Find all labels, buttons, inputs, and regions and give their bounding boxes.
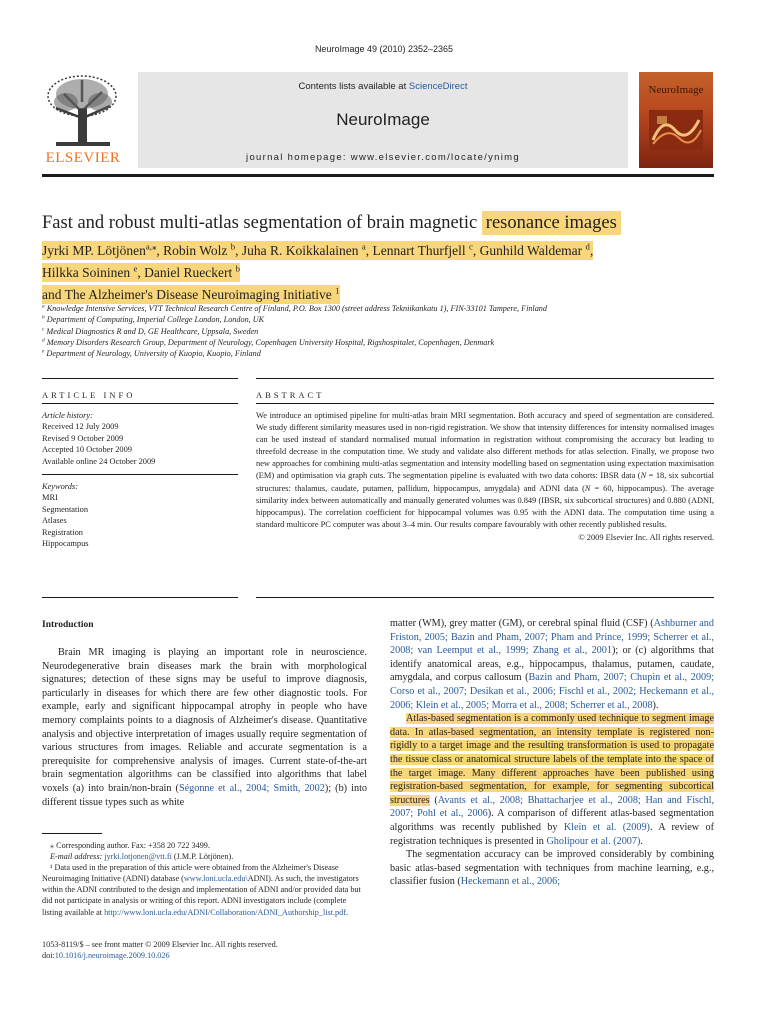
journal-reference: NeuroImage 49 (2010) 2352–2365	[314, 44, 454, 54]
paragraph-highlighted: Atlas-based segmentation is a commonly used technique to segment image data. In atlas-based segmentation, an intensity template is registered non-rigidly to a target image and the resulting transformation is used to propagate the tissue class or anatomical structure labels of the template into the space of the target image. Many different approaches have been published using registration-based segmentation, for example, for segmenting subcortical structures (Avants et al., 2008; Bhattacharjee et al., 2008; Han and Fischl, 2007; Pohl et al., 2006). A comparison of different atlas-based segmentation algorithms was recently published by Klein et al. (2009). A review of registration techniques is presented in Gholipour et al. (2007).	[390, 713, 715, 847]
footnote-email: E-mail address: jyrki.lotjonen@vtt.fi (J.M.P. Lötjönen).	[50, 852, 234, 862]
body-column-left	[42, 646, 367, 809]
title-text: Fast and robust multi-atlas segmentation of brain magnetic	[42, 213, 482, 233]
header-rule	[42, 174, 714, 177]
abstract-heading: ABSTRACT	[256, 390, 325, 400]
author[interactable]: Hilkka Soininen $^e$, Daniel Rueckert $^b$	[42, 263, 240, 280]
citation-link[interactable]: Avants et al., 2008; Bhattacharjee et al., 2008; Han and Fischl, 2007; Pohl et al., 2006	[390, 794, 714, 820]
body-rule-right	[256, 597, 714, 598]
journal-name: NeuroImage	[336, 110, 430, 129]
adni-link[interactable]: www.loni.ucla.edu\	[183, 874, 248, 884]
history-label: Article history:	[42, 411, 93, 420]
cover-title: NeuroImage	[648, 84, 704, 96]
citation-link[interactable]: Gholipour et al. (2007)	[546, 835, 641, 847]
footnote-rule	[42, 833, 102, 834]
journal-homepage[interactable]: journal homepage: www.elsevier.com/locate/ynimg	[246, 152, 520, 163]
footnotes	[42, 840, 367, 918]
paragraph: matter (WM), grey matter (GM), or cerebral spinal fluid (CSF) (Ashburner and Friston, 2005; Bazin and Pham, 2007; Pham and Prince, 1999; Scherrer et al., 2008; van Leemput et al., 1999; Zhang et al., 2001); or (c) algorithms that identify anatomical areas, e.g., hippocampus, thalamus, putamen, caudate, amygdala, and corpus callosum (Bazin and Pham, 2007; Chupin et al., 2009; Corso et al., 2007; Desikan et al., 2006; Fischl et al., 2002; Heckemann et al., 2006; Klein et al., 2005; Morra et al., 2008; Scherrer et al., 2008).	[390, 618, 715, 711]
keyword: Segmentation	[42, 504, 89, 514]
keyword: Atlases	[42, 516, 67, 526]
front-matter	[42, 939, 278, 962]
section-heading-introduction: Introduction	[42, 620, 94, 630]
abstract	[256, 410, 714, 544]
citation-link[interactable]: Ségonne et al., 2004; Smith, 2002	[178, 782, 325, 794]
article-info-subrule	[42, 403, 238, 404]
footnote-corresponding: ⁎ Corresponding author. Fax: +358 20 722 3499.	[50, 841, 210, 850]
sciencedirect-link[interactable]: ScienceDirect	[408, 81, 468, 92]
issn-line: 1053-8119/$ – see front matter © 2009 Elsevier Inc. All rights reserved.	[42, 940, 278, 949]
citation-link[interactable]: Heckemann et al., 2006;	[460, 876, 561, 888]
highlight[interactable]: Atlas-based segmentation is a commonly used technique to segment image data. In atlas-based segmentation, an intensity template is registered non-rigidly to a target image and the resulting transformation is used to propagate the tissue class or anatomical structure labels of the template into the space of the target image. Many different approaches have been published using registration-based segmentation, for example, for segmenting subcortical structures	[390, 713, 714, 806]
email-link[interactable]: jyrki.lotjonen@vtt.fi	[104, 852, 172, 862]
article-info-rule	[42, 378, 238, 379]
author-list	[42, 240, 714, 306]
title-highlight: resonance images	[482, 211, 621, 235]
history-item: Received 12 July 2009	[42, 422, 119, 432]
author-consortium[interactable]: and The Alzheimer's Disease Neuroimaging Initiative $^1$	[42, 285, 340, 302]
doi-link[interactable]: 10.1016/j.neuroimage.2009.10.026	[54, 951, 170, 961]
affiliation: $^a$ Knowledge Intensive Services, VTT Technical Research Centre of Finland, P.O. Box 1300 (street address Tekniikankatu 1), FIN-33101 Tampere, Finland	[42, 303, 547, 313]
author-line-1	[42, 240, 714, 262]
history-item: Accepted 10 October 2009	[42, 445, 132, 455]
contents-prefix: Contents lists available at	[298, 81, 409, 92]
history-item: Available online 24 October 2009	[42, 456, 156, 466]
affiliation: $^d$ Memory Disorders Research Group, Department of Neurology, Copenhagen University Hospital, Rigshospitalet, Copenhagen, Denmark	[42, 337, 495, 347]
keyword: MRI	[42, 493, 58, 503]
author-line-2	[42, 262, 714, 284]
keywords-rule	[42, 474, 238, 475]
keyword: Hippocampus	[42, 539, 89, 549]
article-info-heading: ARTICLE INFO	[42, 390, 136, 400]
affiliation: $^b$ Department of Computing, Imperial College London, London, UK	[42, 314, 265, 325]
author[interactable]: Jyrki MP. Lötjönen$^{a,⁎}$, Robin Wolz $^b$, Juha R. Koikkalainen $^a$, Lennart Thurfjell $^c$, Gunhild Waldemar $^d$,	[42, 241, 594, 258]
copyright: © 2009 Elsevier Inc. All rights reserved.	[578, 532, 714, 542]
abstract-rule	[256, 378, 714, 379]
affiliation: $^e$ Department of Neurology, University of Kuopio, Kuopio, Finland	[42, 348, 261, 359]
article-info	[42, 410, 237, 549]
journal-banner	[138, 72, 628, 168]
keyword: Registration	[42, 527, 83, 537]
journal-cover-image[interactable]	[639, 72, 713, 168]
journal-header	[42, 72, 714, 170]
body-column-right	[390, 617, 714, 889]
history-item: Revised 9 October 2009	[42, 433, 124, 443]
publisher-wordmark: ELSEVIER	[45, 150, 121, 166]
paragraph: Brain MR imaging is playing an important role in neuroscience. Neurodegenerative brain diseases mark the brain with morphological signatures; detection of these signs may be useful to improve diagnosis, particularly in diseases for which there are few other diagnostic tools. For example, early and significant hippocampal atrophy in people who have memory complaints points to a diagnosis of Alzheimer's disease. Quantitative analysis and objective interpretation of images usually require segmentation of various structures from images. Reliable and accurate segmentation is a prerequisite for comprehensive analysis of images. Current state-of-the-art brain segmentation algorithms can be classified into algorithms that label voxels (a) into brain/non-brain (Ségonne et al., 2004; Smith, 2002); (b) into different tissue types such as white	[42, 647, 368, 808]
footnote-adni: ¹ Data used in the preparation of this article were obtained from the Alzheimer's Disease Neuroimaging Initiative (ADNI) database (www.loni.ucla.edu\ADNI). As such, the investigators within the ADNI contributed to the design and implementation of ADNI and/or provided data but did not participate in analysis or writing of this report. ADNI investigators include (complete listing available at http://www.loni.ucla.edu/ADNI/Collaboration/ADNI_Authorship_list.pdf.	[42, 863, 361, 917]
paragraph: The segmentation accuracy can be improved considerably by combining basic atlas-based segmentation with techniques from machine learning, e.g., classifier fusion (Heckemann et al., 2006;	[390, 849, 714, 888]
contents-line	[138, 81, 628, 92]
abstract-text: We introduce an optimised pipeline for multi-atlas brain MRI segmentation. Both accuracy and speed of segmentation are considered. We study different similarity measures used in non-rigid registration. We show that intensity differences for intensity normalised images can be used instead of standard normalised mutual information in registration without compromising the accuracy but leading to threefold decrease in the computation time. We study and validate also different methods for atlas selection. Finally, we propose two new approaches for combining multi-atlas segmentation and intensity modelling based on segmentation using expectation maximisation (EM) and optimisation via graph cuts. The segmentation pipeline is evaluated with two data cohorts: IBSR data (N = 18, six subcortial structures: thalamus, caudate, putamen, pallidum, hippocampus, amygdala) and ADNI data (N = 60, hippocampus). The average similarity index between automatically and manually generated volumes was 0.849 (IBSR, six subcortical structures) and 0.880 (ADNI, hippocampus). The correlation coefficient for hippocampal volumes was 0.95 with the ADNI data. The computation time using a standard multicore PC computer was about 3–4 min. Our results compare favourably with other recently published results.	[256, 411, 715, 529]
citation-link[interactable]: Bazin and Pham, 2007; Chupin et al., 2009; Corso et al., 2007; Desikan et al., 2006; Fischl et al., 2002; Heckemann et al., 2006; Klein et al., 2005; Morra et al., 2008; Scherrer et al., 2008	[390, 672, 714, 711]
elsevier-tree-logo[interactable]	[42, 72, 124, 168]
article-title	[42, 210, 621, 236]
citation-link[interactable]: Klein et al. (2009)	[563, 821, 650, 833]
affiliation: $^c$ Medical Diagnostics R and D, GE Healthcare, Uppsala, Sweden	[42, 325, 259, 336]
keywords-label: Keywords:	[42, 482, 78, 492]
tree-icon	[42, 72, 124, 150]
authorship-list-link[interactable]: http://www.loni.ucla.edu/ADNI/Collaboration/ADNI_Authorship_list.pdf	[104, 907, 346, 917]
cover-art-icon	[649, 110, 703, 150]
abstract-subrule	[256, 403, 714, 404]
doi-line: doi:10.1016/j.neuroimage.2009.10.026	[42, 951, 170, 961]
citation-link[interactable]: Ashburner and Friston, 2005; Bazin and Pham, 2007; Pham and Prince, 1999; Scherrer et al., 2008; van Leemput et al., 1999; Zhang et al., 2001	[390, 618, 714, 657]
body-rule-left	[42, 597, 238, 598]
affiliations	[42, 303, 714, 359]
